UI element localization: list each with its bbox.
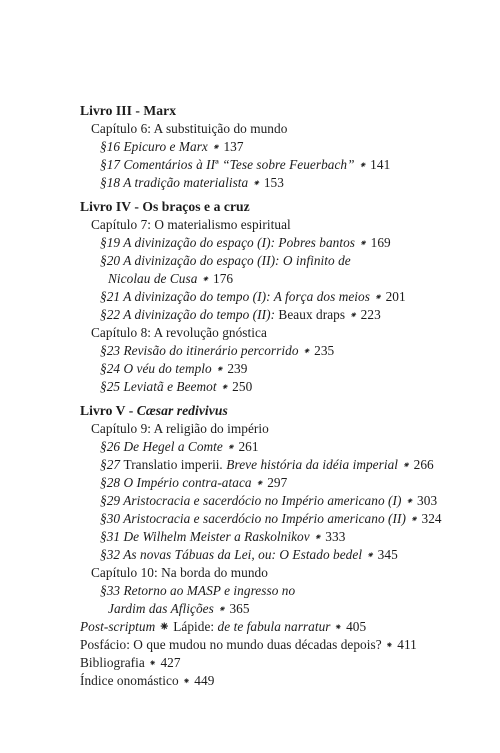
separator-glyph: ⁕ bbox=[215, 364, 224, 374]
toc-entry-text: Índice onomástico bbox=[80, 673, 179, 688]
toc-page-number: 324 bbox=[421, 511, 442, 526]
separator-glyph: ⁕ bbox=[366, 550, 374, 560]
separator-glyph: ⁕ bbox=[358, 160, 367, 170]
separator-glyph: ⁕ bbox=[373, 292, 382, 302]
separator-glyph: ⁕ bbox=[220, 382, 229, 392]
toc-section-entry bbox=[100, 528, 345, 547]
toc-entry-text: §27 bbox=[100, 457, 124, 472]
toc-entry-text: §24 O véu do templo bbox=[100, 361, 212, 376]
separator-glyph: ⁕ bbox=[182, 676, 191, 686]
toc-entry-text: Translatio imperii bbox=[123, 457, 220, 472]
separator-glyph: ⁕ bbox=[226, 442, 235, 452]
separator-glyph: ⁕ bbox=[302, 346, 311, 356]
toc-entry-text: §21 A divinização do tempo (I): A força dos meios bbox=[100, 289, 370, 304]
toc-book-heading bbox=[80, 402, 228, 420]
toc-entry-text: §29 Aristocracia e sacerdócio no Império americano (I) bbox=[100, 493, 402, 508]
toc-entry-text: Nicolau de Cusa bbox=[108, 271, 198, 286]
toc-entry-text: §16 Epicuro e Marx bbox=[100, 139, 208, 154]
toc-entry-text: §32 As novas Tábuas da Lei, ou: O Estado bedel bbox=[100, 547, 363, 562]
toc-page-number: 201 bbox=[385, 289, 406, 304]
toc-entry-text: ⁕ Lápide: bbox=[155, 619, 218, 634]
toc-chapter-entry bbox=[80, 672, 214, 691]
separator-glyph: ⁕ bbox=[313, 532, 322, 542]
toc-entry-text: §22 A divinização do tempo (II): bbox=[100, 307, 279, 322]
toc-page-number: 235 bbox=[314, 343, 335, 358]
separator-glyph: ⁕ bbox=[252, 178, 260, 188]
toc-section-entry bbox=[100, 582, 295, 600]
toc-section-entry bbox=[100, 438, 259, 457]
toc-page-number: 405 bbox=[346, 619, 367, 634]
toc-page-number: 153 bbox=[263, 175, 284, 190]
toc-page-number: 365 bbox=[229, 601, 250, 616]
toc-page-number: 223 bbox=[360, 307, 381, 322]
toc-section-entry bbox=[100, 510, 442, 529]
toc-entry-text: Capítulo 10: Na borda do mundo bbox=[91, 565, 268, 580]
separator-glyph: ⁕ bbox=[211, 142, 220, 152]
toc-section-entry bbox=[100, 456, 434, 475]
toc-section-entry bbox=[100, 492, 437, 511]
toc-page-number: 137 bbox=[223, 139, 244, 154]
toc-entry-text: §25 Leviatã e Beemot bbox=[100, 379, 217, 394]
toc-entry-text: Cæsar redivivus bbox=[136, 403, 228, 418]
toc-chapter-entry bbox=[80, 636, 417, 655]
toc-entry-text: Os braços e a cruz bbox=[142, 199, 250, 214]
toc-page-number: 297 bbox=[267, 475, 288, 490]
separator-glyph: ⁕ bbox=[217, 604, 226, 614]
toc-section-entry bbox=[108, 600, 250, 619]
toc-section-entry bbox=[100, 234, 391, 253]
separator-glyph: ⁕ bbox=[405, 496, 414, 506]
toc-entry-text: Post-scriptum bbox=[80, 619, 156, 634]
toc-section-entry bbox=[100, 378, 252, 397]
toc-entry-text: Capítulo 6: A substituição do mundo bbox=[91, 121, 288, 136]
toc-entry-text: “Tese sobre Feuerbach” bbox=[218, 157, 355, 172]
toc-page-number: 176 bbox=[213, 271, 234, 286]
toc-entry-text: Capítulo 9: A religião do império bbox=[91, 421, 269, 436]
toc-book-heading bbox=[80, 198, 250, 216]
separator-glyph: ⁕ bbox=[334, 622, 343, 632]
toc-entry-text: Posfácio: O que mudou no mundo duas décadas depois? bbox=[80, 637, 382, 652]
toc-entry-text: Jardim das Aflições bbox=[108, 601, 214, 616]
toc-entry-text: §31 De Wilhelm Meister a Raskolnikov bbox=[100, 529, 310, 544]
toc-page-number: 333 bbox=[325, 529, 346, 544]
toc-entry-text: . Breve história da idéia imperial bbox=[219, 457, 399, 472]
toc-page-number: 449 bbox=[194, 673, 215, 688]
toc-chapter-entry bbox=[80, 618, 366, 637]
toc-section-entry bbox=[100, 474, 287, 493]
toc-section-entry bbox=[100, 156, 390, 175]
toc-section-entry bbox=[100, 360, 247, 379]
toc-entry-text: Marx bbox=[143, 103, 177, 118]
toc-section-entry bbox=[100, 546, 398, 565]
toc-entry-text: §23 Revisão do itinerário percorrido bbox=[100, 343, 299, 358]
toc-page-number: 266 bbox=[413, 457, 434, 472]
toc-chapter-entry bbox=[91, 324, 267, 342]
separator-glyph: ⁕ bbox=[201, 274, 209, 284]
toc-entry-text: §26 De Hegel a Comte bbox=[100, 439, 223, 454]
toc-section-entry bbox=[100, 174, 284, 193]
toc-section-entry bbox=[100, 288, 406, 307]
toc-page-number: 239 bbox=[227, 361, 248, 376]
toc-chapter-entry bbox=[80, 654, 181, 673]
toc-entry-text: Livro V - bbox=[80, 403, 137, 418]
separator-glyph: ⁕ bbox=[409, 514, 418, 524]
toc-entry-text: §17 Comentários à II bbox=[100, 157, 216, 172]
toc-entry-text: ª bbox=[215, 157, 219, 172]
toc-entry-text: §33 Retorno ao MASP e ingresso no bbox=[100, 583, 296, 598]
toc-page-number: 169 bbox=[370, 235, 391, 250]
toc-book-heading bbox=[80, 102, 176, 120]
toc-page-number: 427 bbox=[160, 655, 181, 670]
toc-chapter-entry bbox=[91, 420, 269, 438]
toc-entry-text: §19 A divinização do espaço (I): Pobres bantos bbox=[100, 235, 356, 250]
toc-entry-text: Livro IV - bbox=[80, 199, 143, 214]
toc-entry-text: §20 A divinização do espaço (II): O infinito de bbox=[100, 253, 351, 268]
separator-glyph: ⁕ bbox=[385, 640, 394, 650]
separator-glyph: ⁕ bbox=[148, 658, 157, 668]
separator-glyph: ⁕ bbox=[349, 310, 357, 320]
toc-section-entry bbox=[100, 306, 381, 325]
toc-page-number: 411 bbox=[397, 637, 417, 652]
toc-entry-text: §18 A tradição materialista bbox=[100, 175, 249, 190]
toc-page-number: 250 bbox=[232, 379, 253, 394]
toc-entry-text: de te fabula narratur bbox=[217, 619, 331, 634]
toc-chapter-entry bbox=[91, 564, 268, 582]
toc-section-entry bbox=[100, 138, 244, 157]
toc-chapter-entry bbox=[91, 120, 287, 138]
toc-entry-text: Beaux draps bbox=[278, 307, 346, 322]
toc-page-number: 141 bbox=[370, 157, 391, 172]
separator-glyph: ⁕ bbox=[255, 478, 264, 488]
separator-glyph: ⁕ bbox=[402, 460, 410, 470]
toc-entry-text: Livro III - bbox=[80, 103, 144, 118]
toc-entry-text: Capítulo 8: A revolução gnóstica bbox=[91, 325, 267, 340]
toc-section-entry bbox=[100, 342, 334, 361]
toc-page-number: 261 bbox=[238, 439, 259, 454]
separator-glyph: ⁕ bbox=[359, 238, 367, 248]
toc-section-entry bbox=[108, 270, 233, 289]
toc-page-number: 345 bbox=[377, 547, 398, 562]
toc-entry-text: §30 Aristocracia e sacerdócio no Império americano (II) bbox=[100, 511, 406, 526]
toc-entry-text: §28 O Império contra-ataca bbox=[100, 475, 252, 490]
toc-entry-text: Bibliografia bbox=[80, 655, 145, 670]
toc-entry-text: Capítulo 7: O materialismo espiritual bbox=[91, 217, 291, 232]
toc-chapter-entry bbox=[91, 216, 291, 234]
toc-section-entry bbox=[100, 252, 351, 270]
toc-page-number: 303 bbox=[417, 493, 438, 508]
